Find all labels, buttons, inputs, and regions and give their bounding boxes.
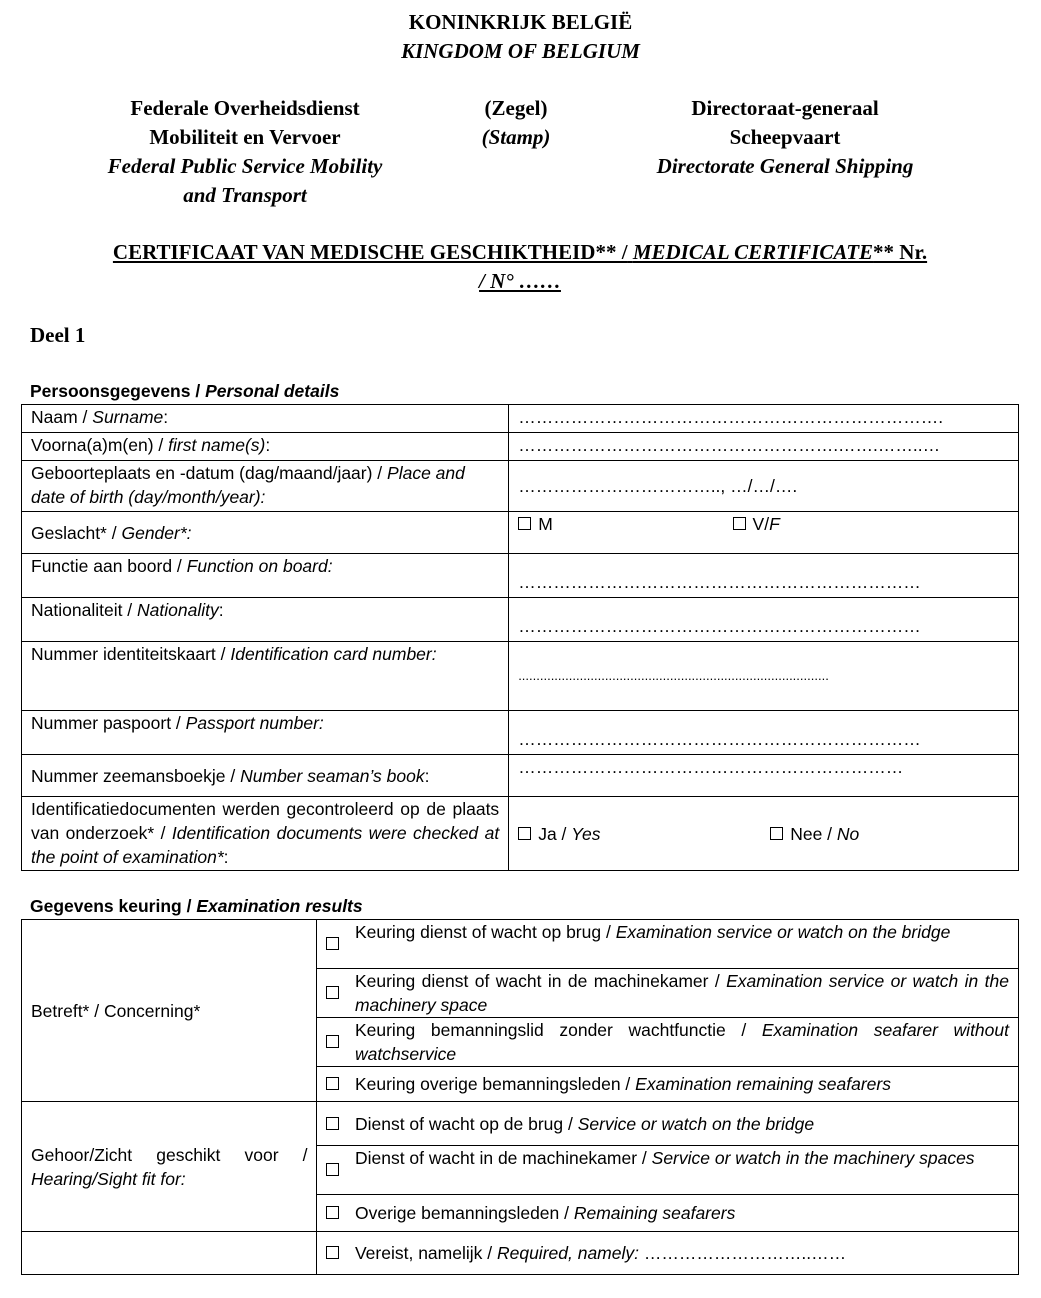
concerning-option-1: Keuring dienst of wacht in de machinekamer / Examination service or watch in the machinery space bbox=[351, 969, 1019, 1018]
gender-options bbox=[509, 512, 1019, 554]
surname-field[interactable]: ………………………………………………………………. bbox=[509, 405, 1019, 433]
certificate-title-en: MEDICAL CERTIFICATE bbox=[632, 240, 874, 264]
table-row bbox=[22, 642, 1019, 711]
certificate-title bbox=[30, 238, 1010, 296]
function-label: Functie aan boord / Function on board: bbox=[22, 554, 509, 598]
nationality-field[interactable]: …………………………………………………………… bbox=[509, 598, 1019, 642]
table-row bbox=[22, 1232, 1019, 1275]
certificate-title-nl: CERTIFICAAT VAN MEDISCHE GESCHIKTHEID** / bbox=[112, 240, 628, 264]
directorate-block bbox=[600, 94, 970, 181]
directorate-line-1: Directoraat-generaal bbox=[691, 96, 879, 120]
personal-details-table bbox=[21, 404, 1019, 871]
exam-heading-en: Examination results bbox=[196, 896, 363, 916]
document-header bbox=[0, 8, 1041, 66]
id-checked-label: Identificatiedocumenten werden gecontroleerd op de plaats van onderzoek* / Identification documents were checked at the point of examination*: bbox=[22, 797, 509, 871]
country-name-nl: KONINKRIJK BELGIË bbox=[408, 10, 633, 34]
table-row bbox=[22, 755, 1019, 797]
personal-heading-nl: Persoonsgegevens / bbox=[30, 381, 206, 401]
table-row bbox=[22, 711, 1019, 755]
authority-line-3: Federal Public Service Mobility bbox=[107, 154, 383, 178]
fit-for-option-0-checkbox[interactable] bbox=[317, 1102, 351, 1146]
country-name-en: KINGDOM OF BELGIUM bbox=[401, 39, 640, 63]
fit-for-option-0: Dienst of wacht op de brug / Service or watch on the bridge bbox=[351, 1102, 1019, 1146]
table-row bbox=[22, 405, 1019, 433]
id-checked-no-option[interactable]: Nee / No bbox=[770, 824, 859, 844]
fit-for-option-1-checkbox[interactable] bbox=[317, 1146, 351, 1195]
birth-label: Geboorteplaats en -datum (dag/maand/jaar) / Place and date of birth (day/month/year): bbox=[22, 461, 509, 512]
concerning-option-2: Keuring bemanningslid zonder wachtfunctie / Examination seafarer without watchservice bbox=[351, 1018, 1019, 1067]
fit-for-option-2: Overige bemanningsleden / Remaining seafarers bbox=[351, 1195, 1019, 1232]
checkbox-icon[interactable] bbox=[518, 827, 531, 840]
required-field[interactable]: ………………………..…… bbox=[643, 1243, 847, 1263]
authority-line-2: Mobiliteit en Vervoer bbox=[149, 125, 341, 149]
authority-line-4: and Transport bbox=[183, 183, 307, 207]
table-row bbox=[22, 797, 1019, 871]
directorate-line-2: Scheepvaart bbox=[729, 125, 841, 149]
gender-male-option[interactable]: M bbox=[518, 514, 553, 534]
first-name-field[interactable]: ……………………………………………….…….……..… bbox=[509, 433, 1019, 461]
checkbox-icon[interactable] bbox=[326, 1035, 339, 1048]
idcard-field[interactable]: ...................................................................................... bbox=[509, 642, 1019, 711]
stamp-label-en: (Stamp) bbox=[481, 125, 551, 149]
nationality-label: Nationaliteit / Nationality: bbox=[22, 598, 509, 642]
fit-for-option-1: Dienst of wacht in de machinekamer / Service or watch in the machinery spaces bbox=[351, 1146, 1019, 1195]
checkbox-icon[interactable] bbox=[326, 1163, 339, 1176]
passport-label: Nummer paspoort / Passport number: bbox=[22, 711, 509, 755]
certificate-title-tail: ** Nr. bbox=[873, 240, 928, 264]
seamans-book-label: Nummer zeemansboekje / Number seaman’s book: bbox=[22, 755, 509, 797]
required-checkbox[interactable] bbox=[317, 1232, 351, 1275]
fit-for-option-2-checkbox[interactable] bbox=[317, 1195, 351, 1232]
checkbox-icon[interactable] bbox=[326, 937, 339, 950]
exam-results-heading bbox=[30, 896, 363, 917]
checkbox-icon[interactable] bbox=[326, 1077, 339, 1090]
certificate-number: / N° …… bbox=[479, 269, 561, 293]
concerning-option-1-checkbox[interactable] bbox=[317, 969, 351, 1018]
part-label: Deel 1 bbox=[30, 323, 86, 347]
concerning-option-3: Keuring overige bemanningsleden / Examination remaining seafarers bbox=[351, 1067, 1019, 1102]
table-row bbox=[22, 554, 1019, 598]
concerning-option-0: Keuring dienst of wacht op brug / Examination service or watch on the bridge bbox=[351, 920, 1019, 969]
directorate-line-3: Directorate General Shipping bbox=[656, 154, 914, 178]
id-checked-options bbox=[509, 797, 1019, 871]
checkbox-icon[interactable] bbox=[770, 827, 783, 840]
table-row bbox=[22, 920, 1019, 969]
surname-label: Naam / Surname: bbox=[22, 405, 509, 433]
checkbox-icon[interactable] bbox=[733, 517, 746, 530]
stamp-label-nl: (Zegel) bbox=[484, 96, 548, 120]
personal-details-heading bbox=[30, 381, 339, 402]
table-row bbox=[22, 461, 1019, 512]
exam-results-table bbox=[21, 919, 1019, 1275]
concerning-option-2-checkbox[interactable] bbox=[317, 1018, 351, 1067]
concerning-option-0-checkbox[interactable] bbox=[317, 920, 351, 969]
exam-heading-nl: Gegevens keuring / bbox=[30, 896, 197, 916]
checkbox-icon[interactable] bbox=[326, 1206, 339, 1219]
seamans-book-field[interactable]: ………………………………………………………… bbox=[509, 755, 1019, 797]
passport-field[interactable]: …………………………………………………………… bbox=[509, 711, 1019, 755]
required-empty-cell bbox=[22, 1232, 317, 1275]
table-row bbox=[22, 1102, 1019, 1146]
table-row bbox=[22, 433, 1019, 461]
idcard-label: Nummer identiteitskaart / Identification card number: bbox=[22, 642, 509, 711]
id-checked-yes-option[interactable]: Ja / Yes bbox=[518, 824, 600, 844]
function-field[interactable]: …………………………………………………………… bbox=[509, 554, 1019, 598]
gender-label: Geslacht* / Gender*: bbox=[22, 512, 509, 554]
checkbox-icon[interactable] bbox=[518, 517, 531, 530]
authority-block bbox=[60, 94, 430, 210]
checkbox-icon[interactable] bbox=[326, 1117, 339, 1130]
first-name-label: Voorna(a)m(en) / first name(s): bbox=[22, 433, 509, 461]
gender-female-option[interactable]: V/F bbox=[733, 514, 780, 534]
fit-for-label: Gehoor/Zicht geschikt voor / Hearing/Sight fit for: bbox=[22, 1102, 317, 1232]
table-row bbox=[22, 512, 1019, 554]
concerning-label: Betreft* / Concerning* bbox=[22, 920, 317, 1102]
checkbox-icon[interactable] bbox=[326, 986, 339, 999]
required-option: Vereist, namelijk / Required, namely: ………………………..…… bbox=[351, 1232, 1019, 1275]
table-row bbox=[22, 598, 1019, 642]
birth-field[interactable]: …………………………….., …/…/…. bbox=[509, 461, 1019, 512]
personal-heading-en: Personal details bbox=[205, 381, 340, 401]
concerning-option-3-checkbox[interactable] bbox=[317, 1067, 351, 1102]
checkbox-icon[interactable] bbox=[326, 1246, 339, 1259]
authority-line-1: Federale Overheidsdienst bbox=[130, 96, 360, 120]
stamp-block bbox=[456, 94, 576, 152]
